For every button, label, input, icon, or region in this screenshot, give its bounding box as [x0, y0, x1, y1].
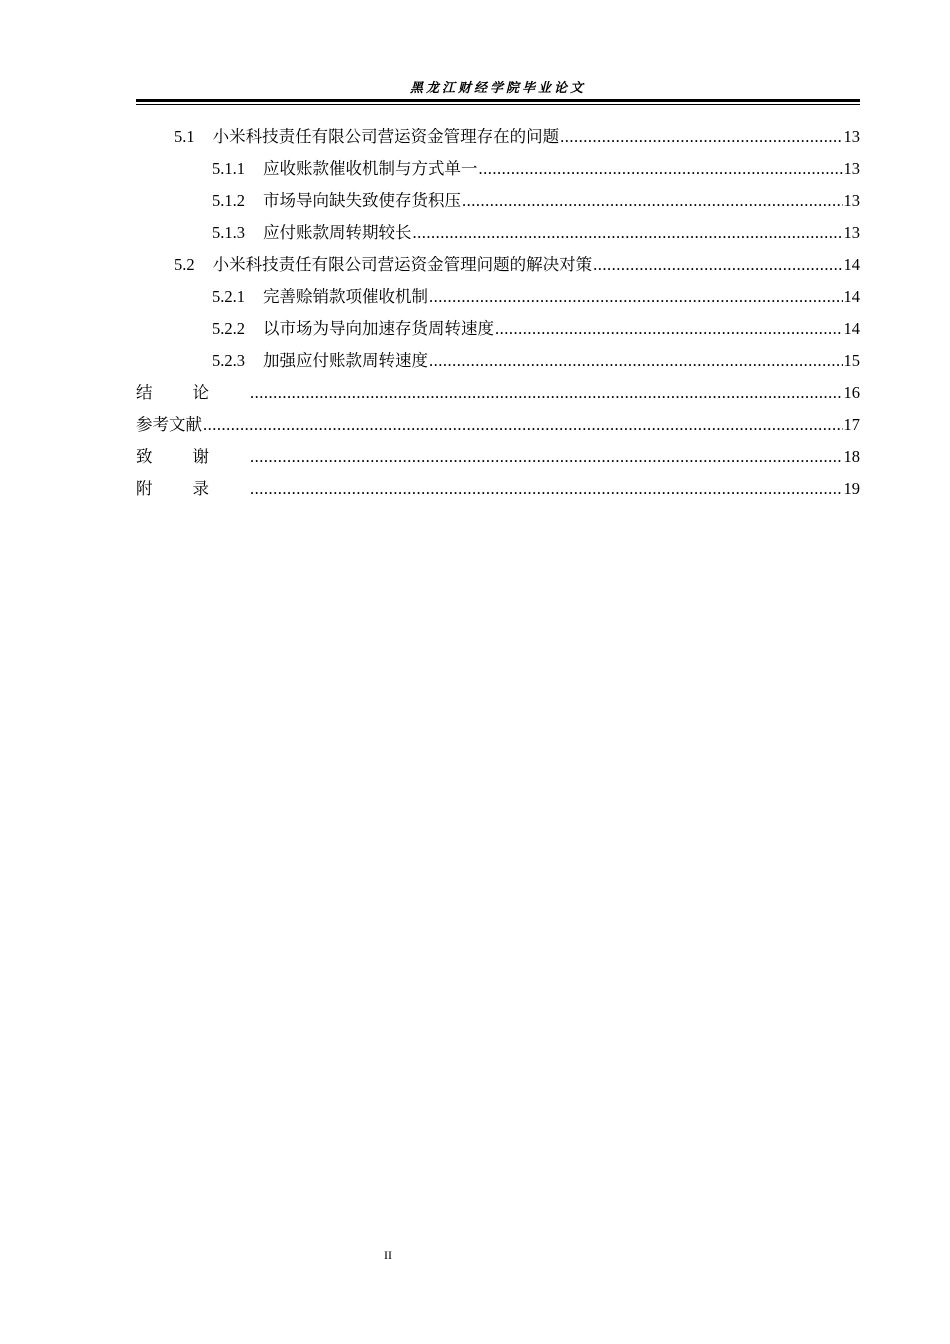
- toc-entry-title: 小米科技责任有限公司营运资金管理问题的解决对策: [212, 255, 593, 274]
- toc-dot-leader: [250, 473, 843, 505]
- toc-entry-page: 13: [843, 223, 860, 242]
- toc-entry-title: 结论: [136, 383, 249, 402]
- toc-entry[interactable]: [136, 185, 860, 217]
- toc-entry-title: 致谢: [136, 447, 249, 466]
- toc-dot-leader: [479, 153, 843, 185]
- toc-dot-leader: [429, 345, 843, 377]
- header-rule-thick: [136, 99, 860, 102]
- toc-dot-leader: [413, 217, 843, 249]
- toc-entry-title: 应付账款周转期较长: [263, 223, 412, 242]
- toc-entry-page: 13: [843, 159, 860, 178]
- toc-dot-leader: [250, 377, 843, 409]
- toc-entry-page: 14: [843, 319, 860, 338]
- toc-dot-leader: [429, 281, 843, 313]
- toc-entry-number: 5.1.1: [212, 159, 245, 178]
- toc-entry[interactable]: [136, 281, 860, 313]
- toc-dot-leader: [462, 185, 843, 217]
- toc-entry[interactable]: [136, 345, 860, 377]
- toc-entry-title: 参考文献: [136, 415, 202, 434]
- toc-entry-number: 5.1.2: [212, 191, 245, 210]
- toc-entry[interactable]: [136, 313, 860, 345]
- toc-entry-page: 19: [843, 479, 860, 498]
- toc-entry-number: 5.2.3: [212, 351, 245, 370]
- toc-entry-title: 应收账款催收机制与方式单一: [263, 159, 478, 178]
- toc-entry-conclusion[interactable]: [136, 377, 860, 409]
- toc-entry-title: 市场导向缺失致使存货积压: [263, 191, 461, 210]
- toc-entry-title: 小米科技责任有限公司营运资金管理存在的问题: [212, 127, 560, 146]
- toc-entry-number: 5.2: [174, 255, 195, 274]
- toc-dot-leader: [203, 409, 843, 441]
- toc-entry-references[interactable]: [136, 409, 860, 441]
- toc-entry-title: 加强应付账款周转速度: [263, 351, 428, 370]
- toc-dot-leader: [593, 249, 842, 281]
- table-of-contents: [136, 121, 860, 505]
- toc-entry-title: 以市场为导向加速存货周转速度: [263, 319, 494, 338]
- toc-entry-page: 13: [843, 127, 860, 146]
- page-header-title: 黑龙江财经学院毕业论文: [409, 81, 586, 96]
- page-number: II: [384, 1248, 392, 1262]
- toc-entry-number: 5.1: [174, 127, 195, 146]
- toc-entry[interactable]: [136, 153, 860, 185]
- toc-dot-leader: [560, 121, 842, 153]
- toc-entry-page: 17: [843, 415, 860, 434]
- toc-entry-page: 18: [843, 447, 860, 466]
- toc-entry-page: 15: [843, 351, 860, 370]
- toc-entry-acknowledgements[interactable]: [136, 441, 860, 473]
- toc-entry[interactable]: [136, 249, 860, 281]
- toc-entry-title: 完善赊销款项催收机制: [263, 287, 428, 306]
- toc-entry-page: 14: [843, 255, 860, 274]
- toc-entry-number: 5.2.1: [212, 287, 245, 306]
- toc-entry-page: 13: [843, 191, 860, 210]
- toc-entry-number: 5.1.3: [212, 223, 245, 242]
- toc-entry-appendix[interactable]: [136, 473, 860, 505]
- toc-entry-number: 5.2.2: [212, 319, 245, 338]
- toc-entry[interactable]: [136, 121, 860, 153]
- toc-entry[interactable]: [136, 217, 860, 249]
- toc-entry-title: 附录: [136, 479, 249, 498]
- toc-entry-page: 14: [843, 287, 860, 306]
- header-rule-thin: [136, 104, 860, 105]
- toc-entry-page: 16: [843, 383, 860, 402]
- toc-dot-leader: [250, 441, 843, 473]
- toc-dot-leader: [495, 313, 843, 345]
